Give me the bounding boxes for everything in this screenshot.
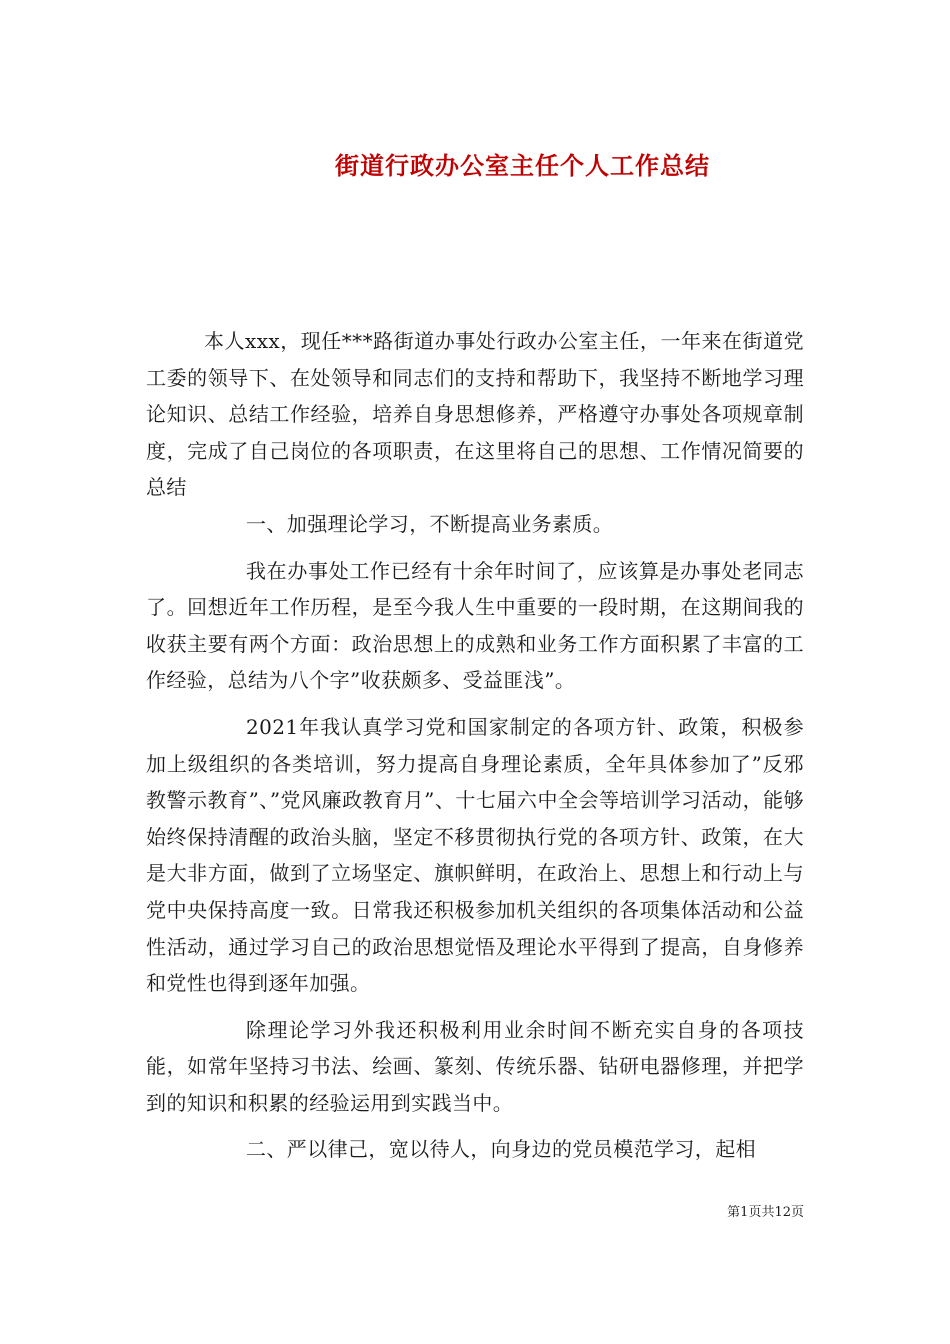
paragraph-skills: 除理论学习外我还积极利用业余时间不断充实自身的各项技能，如常年坚持习书法、绘画、篆刻、传统乐器、钻研电器修理，并把学到的知识和积累的经验运用到实践当中。 — [146, 1017, 804, 1115]
paragraph-intro: 本人xxx，现任***路街道办事处行政办公室主任，一年来在街道党工委的领导下、在处领导和同志们的支持和帮助下，我坚持不断地学习理论知识、总结工作经验，培养自身思想修养，严格遵守办事处各项规章制度，完成了自己岗位的各项职责，在这里将自己的思想、工作情况简要的总结 — [146, 329, 804, 500]
page-number-footer: 第1页共12页 — [727, 1205, 804, 1220]
document-body — [146, 323, 804, 1168]
section-heading-1: 一、加强理论学习，不断提高业务素质。 — [246, 511, 614, 536]
document-title: 街道行政办公室主任个人工作总结 — [335, 151, 710, 181]
paragraph-experience: 我在办事处工作已经有十余年时间了，应该算是办事处老同志了。回想近年工作历程，是至今我人生中重要的一段时期，在这期间我的收获主要有两个方面：政治思想上的成熟和业务工作方面积累了丰富的工作经验，总结为八个字”收获颇多、受益匪浅”。 — [146, 558, 804, 693]
section-heading-2: 二、严以律己，宽以待人，向身边的党员模范学习，起相 — [246, 1137, 756, 1162]
paragraph-study-2021: 2021年我认真学习党和国家制定的各项方针、政策，积极参加上级组织的各类培训，努力提高自身理论素质，全年具体参加了”反邪教警示教育”、”党风廉政教育月”、十七届六中全会等培训学习活动，能够始终保持清醒的政治头脑，坚定不移贯彻执行党的各项方针、政策，在大是大非方面，做到了立场坚定、旗帜鲜明，在政治上、思想上和行动上与党中央保持高度一致。日常我还积极参加机关组织的各项集体活动和公益性活动，通过学习自己的政治思想觉悟及理论水平得到了提高，自身修养和党性也得到逐年加强。 — [146, 714, 804, 996]
